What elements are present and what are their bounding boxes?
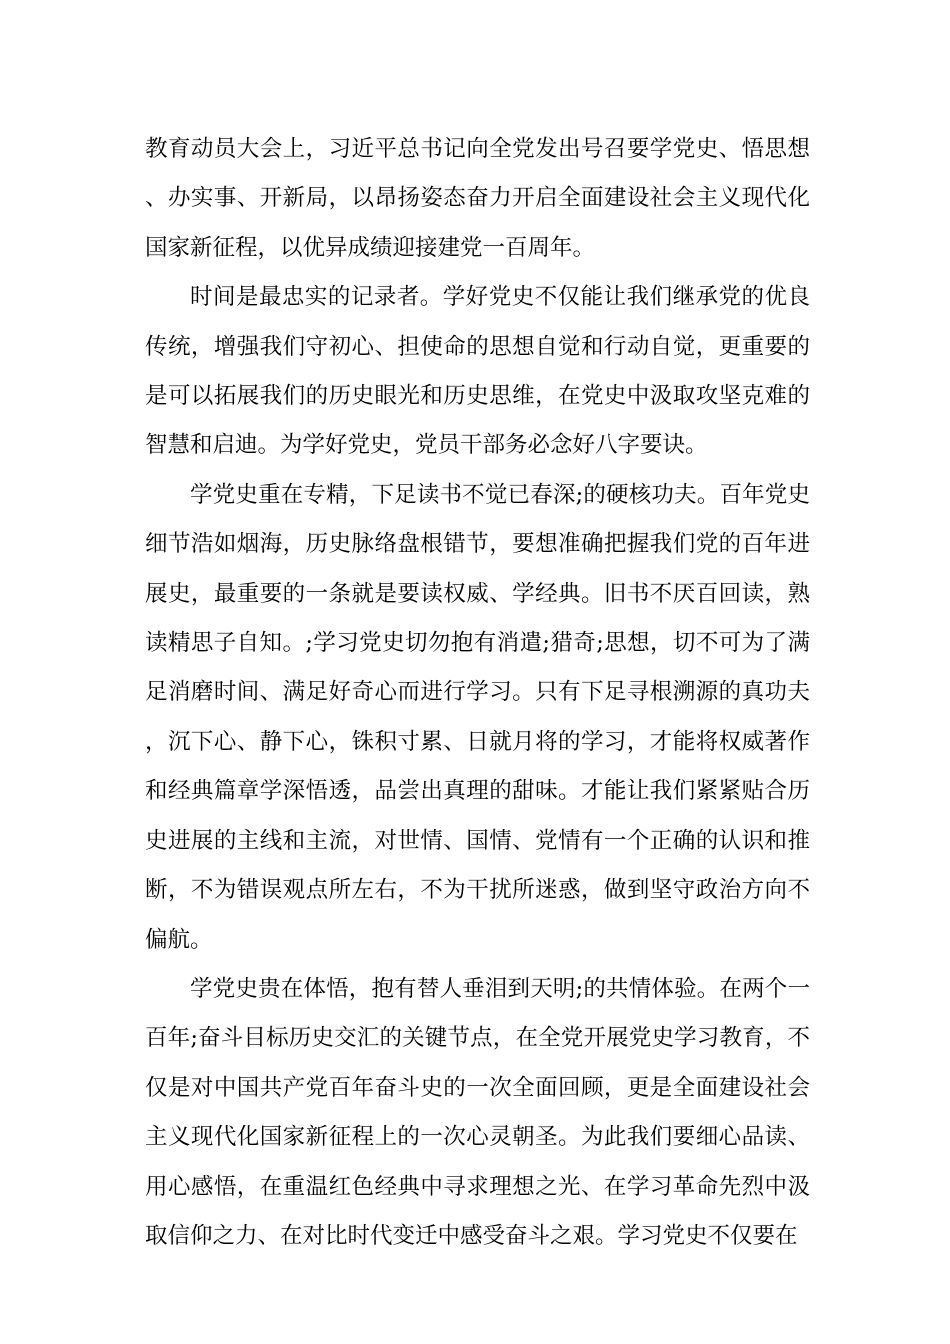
paragraph-1: 教育动员大会上，习近平总书记向全党发出号召要学党史、悟思想、办实事、开新局，以昂扬姿态奋力开启全面建设社会主义现代化国家新征程，以优异成绩迎接建党一百周年。 — [145, 136, 810, 261]
paragraph-3: 学党史重在专精，下足读书不觉已春深;的硬核功夫。百年党史细节浩如烟海，历史脉络盘根错节，要想准确把握我们党的百年进展史，最重要的一条就是要读权威、学经典。旧书不厌百回读，熟读精思子自知。;学习党史切勿抱有消遣;猎奇;思想，切不可为了满足消磨时间、满足好奇心而进行学习。只有下足寻根溯源的真功夫，沉下心、静下心，铢积寸累、日就月将的学习，才能将权威著作和经典篇章学深悟透，品尝出真理的甜味。才能让我们紧紧贴合历史进展的主线和主流，对世情、国情、党情有一个正确的认识和推断，不为错误观点所左右，不为干扰所迷惑，做到坚守政治方向不偏航。 — [145, 481, 810, 953]
document-page — [145, 125, 810, 1261]
paragraph-4: 学党史贵在体悟，抱有替人垂泪到天明;的共情体验。在两个一百年;奋斗目标历史交汇的关键节点，在全党开展党史学习教育，不仅是对中国共产党百年奋斗史的一次全面回顾，更是全面建设社会主义现代化国家新征程上的一次心灵朝圣。为此我们要细心品读、用心感悟，在重温红色经典中寻求理想之光、在学习革命先烈中汲取信仰之力、在对比时代变迁中感受奋斗之艰。学习党史不仅要在 — [145, 975, 810, 1249]
paragraph-2: 时间是最忠实的记录者。学好党史不仅能让我们继承党的优良传统，增强我们守初心、担使命的思想自觉和行动自觉，更重要的是可以拓展我们的历史眼光和历史思维，在党史中汲取攻坚克难的智慧和启迪。为学好党史，党员干部务必念好八字要诀。 — [145, 284, 810, 459]
